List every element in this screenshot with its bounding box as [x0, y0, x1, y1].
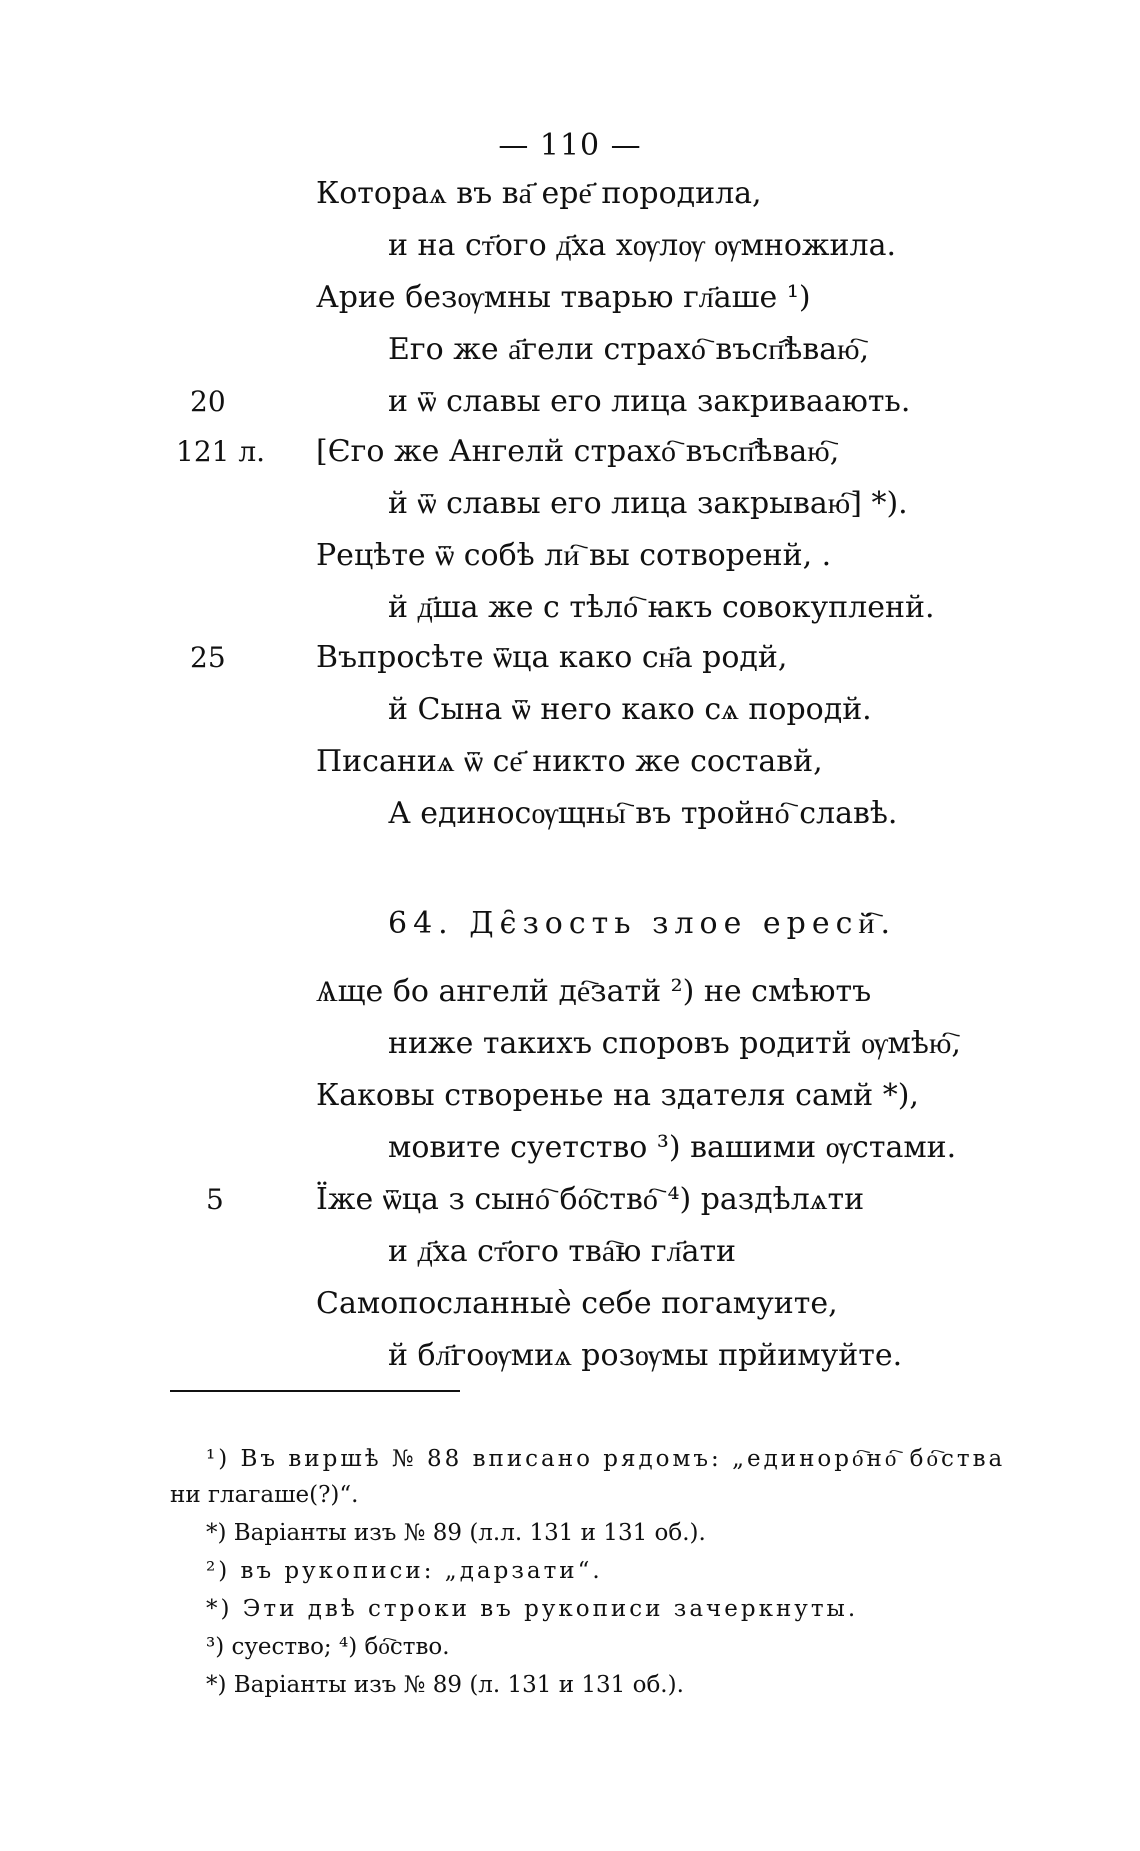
- poem-line: Арие безѹмны тварью гл҃аше ¹): [316, 280, 811, 315]
- footnote: ²) въ рукописи: „дарзати“.: [206, 1558, 603, 1584]
- line-number: 20: [190, 385, 226, 418]
- folio-number: 121 л.: [176, 435, 266, 468]
- poem-line: Ѧще бо ангелй де҇затй ²) не смѣютъ: [316, 974, 872, 1009]
- line-number: 25: [190, 641, 226, 674]
- line-number: 5: [206, 1183, 224, 1216]
- poem-line: [Єго же Ангелй страхо҇ въсп҄ѣваю҇,: [316, 434, 840, 469]
- footnote: *) Варiанты изъ № 89 (л.л. 131 и 131 об.).: [206, 1520, 706, 1546]
- poem-line: Писаниѧ ѿ се҃ никто же составй,: [316, 744, 823, 779]
- footnote: *) Варiанты изъ № 89 (л. 131 и 131 об.).: [206, 1672, 684, 1698]
- poem-line: и д҃ха ст҃ого тва҇ю гл҃ати: [388, 1234, 737, 1269]
- poem-line: й Сына ѿ него како сѧ породй.: [388, 692, 872, 727]
- footnote: *) Эти двѣ строки въ рукописи зачеркнуты.: [206, 1596, 859, 1622]
- poem-line: и ѿ славы его лица закриваають.: [388, 384, 911, 419]
- poem-line: Котораѧ въ ва҃ ере҃ породила,: [316, 176, 762, 211]
- poem-line: Въпросѣте ѿца како сн҃а родй,: [316, 640, 788, 675]
- footnote: ни глагаше(?)“.: [170, 1482, 359, 1508]
- poem-line: ниже такихъ споровъ родитй ѹмѣю҇,: [388, 1026, 961, 1061]
- poem-line: мовите суетство ³) вашими ѹстами.: [388, 1130, 957, 1165]
- page-number: — 110 —: [498, 128, 642, 163]
- poem-line: Его же а҃гели страхо҇ въсп҄ѣваю҇,: [388, 332, 870, 367]
- footnote: ³) суество; ⁴) бо҇ство.: [206, 1634, 450, 1660]
- poem-line: и на ст҃ого д҃ха хѹлѹ ѹмножила.: [388, 228, 897, 263]
- footnote: ¹) Въ виршѣ № 88 вписано рядомъ: „единоро҇но҇ бо҇ства: [206, 1446, 1006, 1472]
- poem-line: Їже ѿца з сыно҇ бо҇ство҇ ⁴) раздѣлѧти: [316, 1182, 865, 1217]
- poem-line: Каковы створенье на здателя самй *),: [316, 1078, 919, 1113]
- poem-line: й бл҃гоѹмиѧ розѹмы прйимуйте.: [388, 1338, 903, 1373]
- poem-line: й д҃ша же с тѣло҇ ꙗкъ совокупленй.: [388, 590, 935, 625]
- poem-line: й ѿ славы его лица закрываю҇] *).: [388, 486, 908, 521]
- footnote-divider: [170, 1390, 460, 1392]
- poem-line: А единосѹщны҇ въ тройно҇ славѣ.: [388, 796, 898, 831]
- section-title: 64. Дє̑зость злое ересй҇.: [388, 906, 897, 941]
- poem-line: Рецѣте ѿ собѣ ли҇ вы сотворенй, .: [316, 538, 832, 573]
- poem-line: Самопосланныѐ себе погамуите,: [316, 1286, 838, 1321]
